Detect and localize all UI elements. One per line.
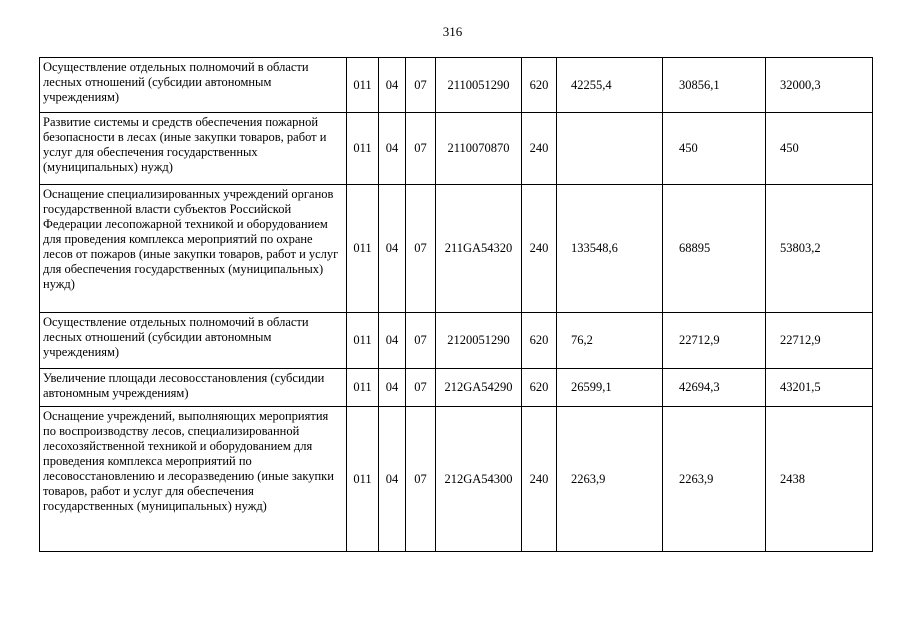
expense-type-cell: 240 <box>522 407 557 552</box>
target-article-cell: 212GA54290 <box>436 369 522 407</box>
subsection-code-cell: 07 <box>406 113 436 185</box>
amount-1-cell: 133548,6 <box>557 185 663 313</box>
target-article-cell: 2120051290 <box>436 313 522 369</box>
table-row <box>40 407 873 552</box>
expense-type-cell: 620 <box>522 58 557 113</box>
section-code-cell: 04 <box>379 113 406 185</box>
amount-3-cell: 43201,5 <box>766 369 873 407</box>
row-name-cell: Увеличение площади лесовосстановления (субсидии автономным учреждениям) <box>40 369 347 407</box>
amount-2-cell: 30856,1 <box>663 58 766 113</box>
ministry-code-cell: 011 <box>347 369 379 407</box>
ministry-code-cell: 011 <box>347 185 379 313</box>
expense-type-cell: 620 <box>522 313 557 369</box>
section-code-cell: 04 <box>379 369 406 407</box>
ministry-code-cell: 011 <box>347 113 379 185</box>
amount-3-cell: 22712,9 <box>766 313 873 369</box>
row-name-cell: Осуществление отдельных полномочий в области лесных отношений (субсидии автономным учреждениям) <box>40 58 347 113</box>
expense-type-cell: 240 <box>522 185 557 313</box>
expense-type-cell: 240 <box>522 113 557 185</box>
section-code-cell: 04 <box>379 185 406 313</box>
subsection-code-cell: 07 <box>406 185 436 313</box>
section-code-cell: 04 <box>379 407 406 552</box>
ministry-code-cell: 011 <box>347 58 379 113</box>
ministry-code-cell: 011 <box>347 313 379 369</box>
amount-2-cell: 22712,9 <box>663 313 766 369</box>
page-number: 316 <box>442 24 463 39</box>
amount-3-cell: 32000,3 <box>766 58 873 113</box>
expense-type-cell: 620 <box>522 369 557 407</box>
subsection-code-cell: 07 <box>406 313 436 369</box>
amount-3-cell: 53803,2 <box>766 185 873 313</box>
amount-1-cell: 26599,1 <box>557 369 663 407</box>
ministry-code-cell: 011 <box>347 407 379 552</box>
row-name-cell: Развитие системы и средств обеспечения пожарной безопасности в лесах (иные закупки товаров, работ и услуг для обеспечения государственных (муниципальных) нужд) <box>40 113 347 185</box>
amount-2-cell: 68895 <box>663 185 766 313</box>
amount-3-cell: 2438 <box>766 407 873 552</box>
amount-2-cell: 450 <box>663 113 766 185</box>
amount-2-cell: 42694,3 <box>663 369 766 407</box>
table-row <box>40 58 873 113</box>
subsection-code-cell: 07 <box>406 407 436 552</box>
row-name-cell: Оснащение учреждений, выполняющих мероприятия по воспроизводству лесов, специализированной лесохозяйственной техникой и оборудованием для проведения комплекса мероприятий по лесовосстановлению и лесоразведению (иные закупки товаров, работ и услуг для обеспечения государственных (муниципальных) нужд) <box>40 407 347 552</box>
amount-2-cell: 2263,9 <box>663 407 766 552</box>
amount-1-cell: 2263,9 <box>557 407 663 552</box>
target-article-cell: 212GA54300 <box>436 407 522 552</box>
target-article-cell: 2110051290 <box>436 58 522 113</box>
row-name-cell: Осуществление отдельных полномочий в области лесных отношений (субсидии автономным учреждениям) <box>40 313 347 369</box>
budget-table <box>39 57 873 552</box>
amount-1-cell: 42255,4 <box>557 58 663 113</box>
table-row <box>40 313 873 369</box>
section-code-cell: 04 <box>379 58 406 113</box>
subsection-code-cell: 07 <box>406 369 436 407</box>
amount-1-cell <box>557 113 663 185</box>
target-article-cell: 211GA54320 <box>436 185 522 313</box>
table-row <box>40 113 873 185</box>
amount-1-cell: 76,2 <box>557 313 663 369</box>
amount-3-cell: 450 <box>766 113 873 185</box>
table-row <box>40 185 873 313</box>
row-name-cell: Оснащение специализированных учреждений органов государственной власти субъектов Российской Федерации лесопожарной техникой и оборудованием для проведения комплекса мероприятий по охране лесов от пожаров (иные закупки товаров, работ и услуг для обеспечения государственных (муниципальных) нужд) <box>40 185 347 313</box>
target-article-cell: 2110070870 <box>436 113 522 185</box>
table-row <box>40 369 873 407</box>
subsection-code-cell: 07 <box>406 58 436 113</box>
section-code-cell: 04 <box>379 313 406 369</box>
